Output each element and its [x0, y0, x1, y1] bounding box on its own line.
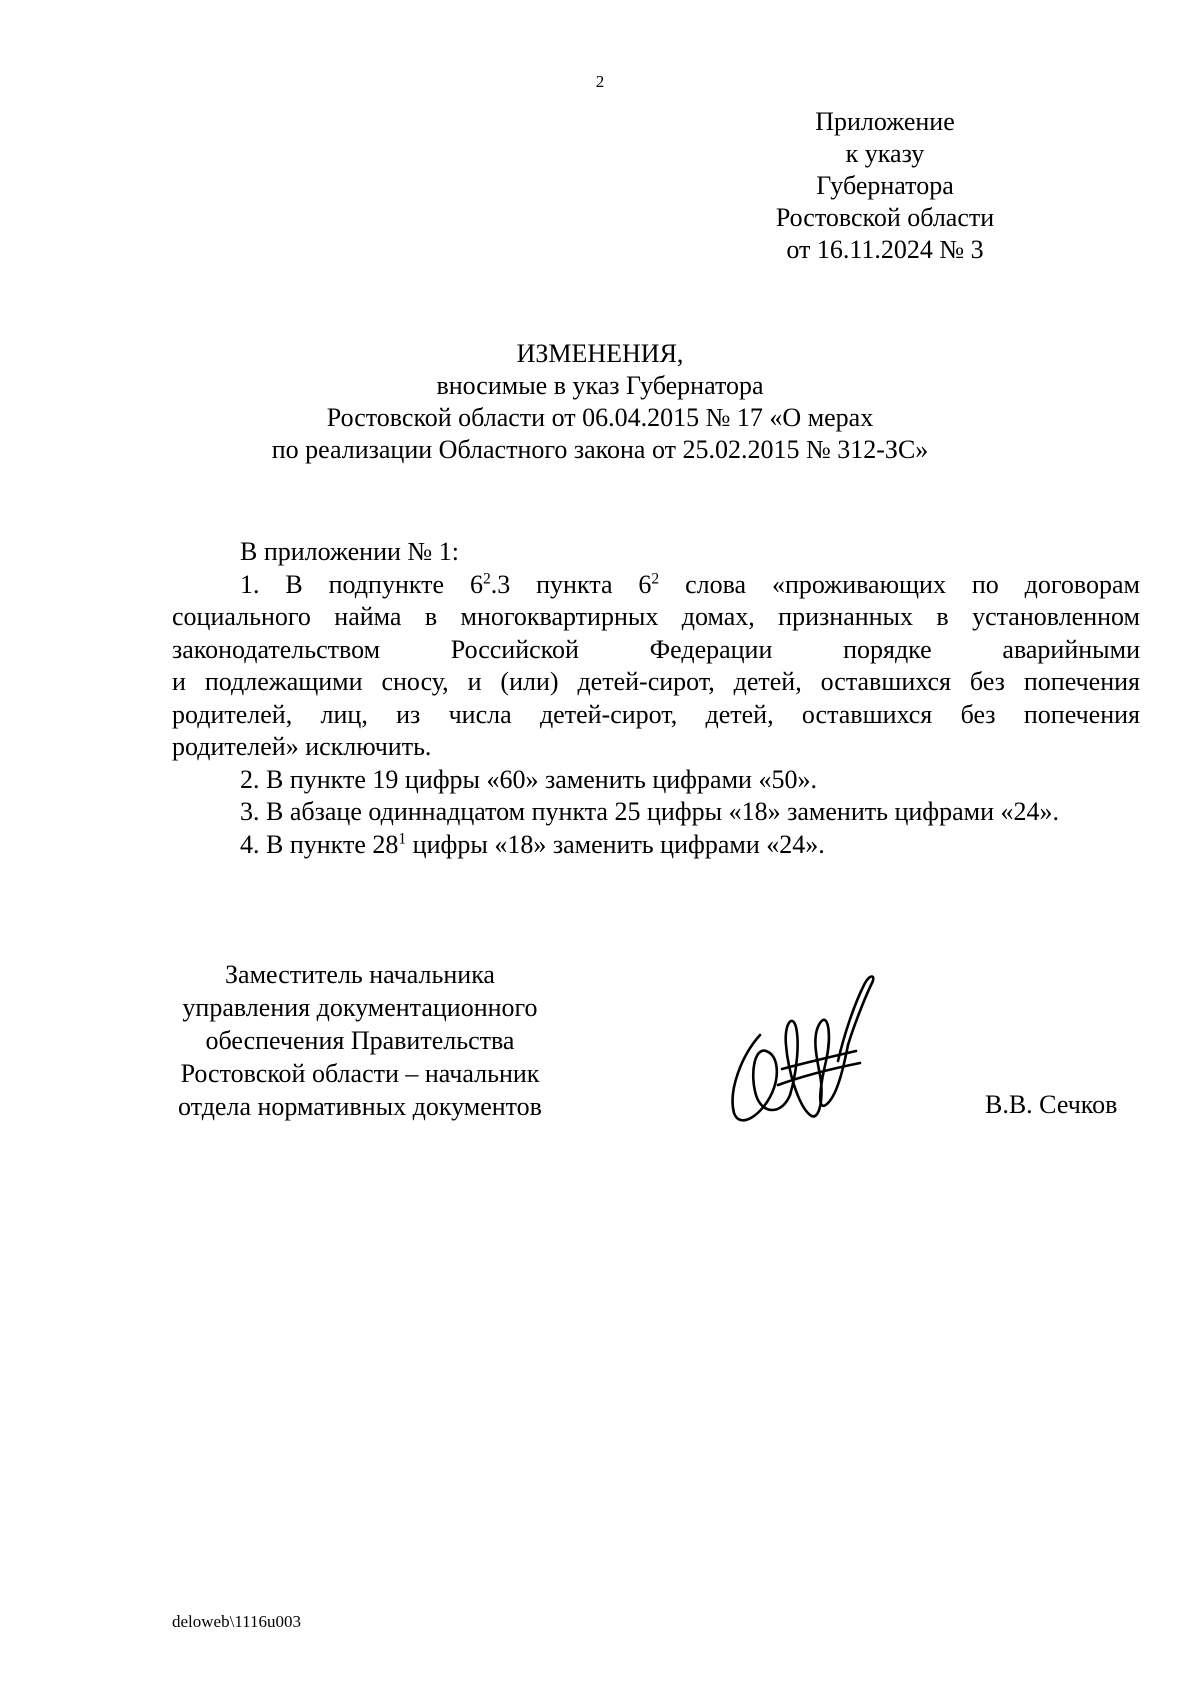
signer-position-line: управления документационного	[182, 993, 538, 1022]
signer-position-line: Ростовской области – начальник	[180, 1059, 540, 1088]
item-1-line-3: законодательством Российской Федерации порядке аварийными	[172, 634, 1140, 664]
appendix-line: Приложение	[815, 107, 955, 136]
body-intro: В приложении № 1:	[240, 537, 459, 566]
appendix-line: от 16.11.2024 № 3	[786, 235, 984, 264]
signer-position	[150, 958, 570, 1123]
document-body	[172, 536, 1140, 861]
title-line: по реализации Областного закона от 25.02.2015 № 312-ЗС»	[271, 435, 929, 464]
item-1-line-6: родителей» исключить.	[172, 732, 432, 761]
item-2: 2. В пункте 19 цифры «60» заменить цифрами «50».	[240, 764, 817, 794]
document-title	[200, 338, 1000, 466]
item-1-line-1: 1. В подпункте $6^2.3$ пункта $6^2$ слова «проживающих по договорам	[240, 569, 1140, 599]
signer-position-line: Заместитель начальника	[225, 960, 495, 989]
item-1-line-4: и подлежащими сносу, и (или) детей-сирот, детей, оставшихся без попечения	[172, 667, 1140, 696]
item-1-line-2: социального найма в многоквартирных домах, признанных в установленном	[172, 602, 1140, 631]
signer-position-line: отдела нормативных документов	[178, 1092, 542, 1121]
item-1-line-5: родителей, лиц, из числа детей-сирот, детей, оставшихся без попечения	[172, 699, 1140, 729]
signer-name: В.В. Сечков	[985, 1090, 1118, 1119]
footer-code: deloweb\1116u003	[172, 1612, 302, 1631]
item-1	[172, 569, 1140, 764]
appendix-line: Губернатора	[816, 171, 954, 200]
item-3: 3. В абзаце одиннадцатом пункта 25 цифры «18» заменить цифрами «24».	[240, 797, 1060, 826]
page-number: 2	[595, 72, 605, 91]
title-line: вносимые в указ Губернатора	[436, 371, 764, 400]
appendix-line: к указу	[845, 139, 925, 168]
appendix-line: Ростовской области	[775, 203, 995, 232]
title-heading: ИЗМЕНЕНИЯ,	[516, 339, 684, 368]
handwritten-signature	[720, 965, 880, 1135]
title-line: Ростовской области от 06.04.2015 № 17 «О мерах	[326, 403, 874, 432]
item-4: 4. В пункте $28^1$ цифры «18» заменить цифрами «24».	[240, 829, 825, 859]
appendix-block	[700, 106, 1070, 266]
signer-position-line: обеспечения Правительства	[205, 1026, 515, 1055]
